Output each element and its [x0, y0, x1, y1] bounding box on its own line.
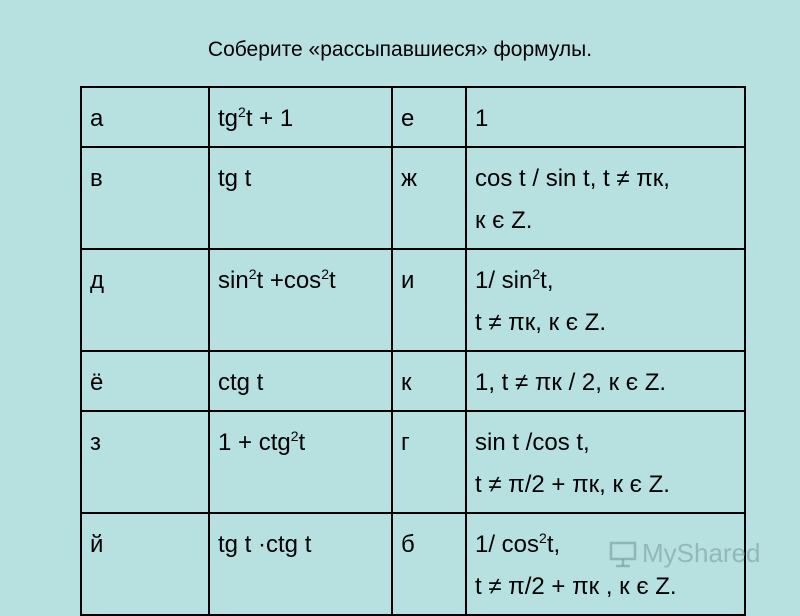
expression-line — [475, 260, 738, 302]
expression-line — [475, 362, 738, 404]
exponent: 2 — [321, 266, 329, 282]
table-row — [81, 87, 745, 147]
formula-text: cos t / sin t, t ≠ πк, — [475, 165, 670, 192]
right-letter: ж — [392, 147, 466, 249]
left-letter: ё — [81, 351, 209, 411]
left-expression — [209, 147, 392, 249]
right-letter: к — [392, 351, 466, 411]
formula-text: 1 + ctg — [218, 429, 291, 456]
right-expression — [466, 411, 745, 513]
formula-text: t, — [546, 531, 561, 558]
left-letter: й — [81, 513, 209, 615]
formula-text: t +cos — [256, 267, 322, 294]
left-letter: в — [81, 147, 209, 249]
table-row — [81, 411, 745, 513]
right-letter: б — [392, 513, 466, 615]
left-expression — [209, 351, 392, 411]
right-expression — [466, 249, 745, 351]
expression-line — [475, 566, 738, 608]
formula-text: t — [298, 429, 306, 456]
formula-text: tg — [218, 105, 239, 132]
formula-text: sin — [218, 267, 249, 294]
formula-text: ctg t — [218, 369, 264, 396]
formula-text: t — [328, 267, 336, 294]
exponent: 2 — [290, 428, 299, 444]
watermark — [608, 538, 761, 569]
left-letter: д — [81, 249, 209, 351]
exponent: 2 — [532, 266, 541, 282]
left-expression — [209, 87, 392, 147]
left-expression — [209, 411, 392, 513]
formula-text: 1, t ≠ πк / 2, к є Z. — [475, 369, 667, 396]
table-row — [81, 249, 745, 351]
expression-line — [475, 422, 738, 464]
left-letter: з — [81, 411, 209, 513]
formula-text: 1 — [475, 105, 489, 132]
right-expression — [466, 87, 745, 147]
right-letter: е — [392, 87, 466, 147]
formula-text: t, — [540, 267, 554, 294]
expression-line — [475, 98, 738, 140]
right-letter: и — [392, 249, 466, 351]
formula-text: t + 1 — [245, 105, 294, 132]
formula-table — [80, 86, 746, 616]
left-letter: а — [81, 87, 209, 147]
formula-text: к є Z. — [475, 207, 533, 234]
formula-text: tg t — [218, 165, 252, 192]
exponent: 2 — [539, 530, 547, 546]
table-row — [81, 351, 745, 411]
formula-text: t ≠ π/2 + πк , к є Z. — [475, 573, 677, 600]
presentation-icon — [608, 539, 638, 569]
page-title: Соберите «рассыпавшиеся» формулы. — [207, 38, 593, 61]
right-expression — [466, 351, 745, 411]
exponent: 2 — [238, 104, 246, 120]
formula-text: 1/ cos — [475, 531, 540, 558]
right-letter: г — [392, 411, 466, 513]
expression-line — [475, 302, 738, 344]
expression-line — [475, 464, 738, 506]
formula-text: tg t ·ctg t — [218, 531, 312, 558]
left-expression — [209, 249, 392, 351]
watermark-text: MyShared — [642, 538, 761, 568]
formula-text: t ≠ πк, к є Z. — [475, 309, 606, 336]
right-expression — [466, 147, 745, 249]
expression-line — [475, 200, 738, 242]
formula-text: 1/ sin — [475, 267, 533, 294]
formula-text: t ≠ π/2 + πк, к є Z. — [475, 471, 670, 498]
table-row — [81, 147, 745, 249]
exponent: 2 — [248, 266, 257, 282]
formula-text: sin t /cos t, — [475, 429, 590, 456]
expression-line — [475, 158, 738, 200]
